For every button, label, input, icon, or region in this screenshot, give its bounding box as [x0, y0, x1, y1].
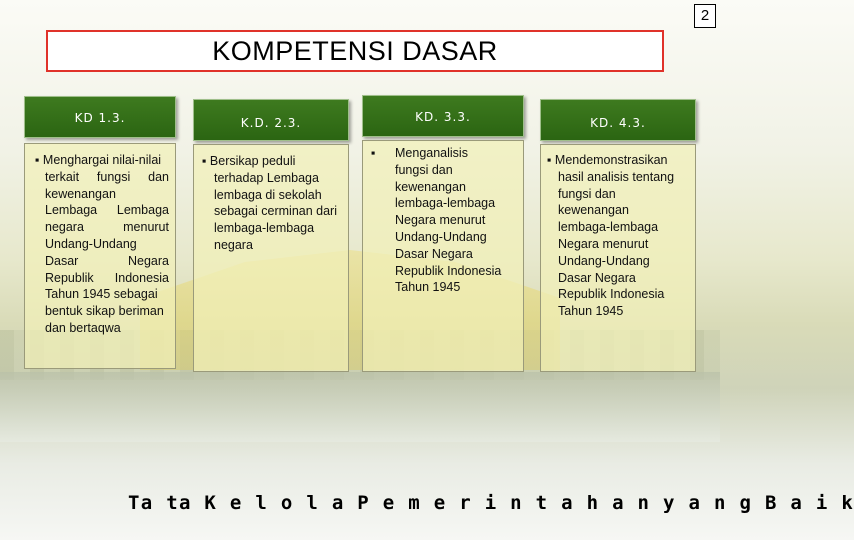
kd-4-line: Dasar Negara — [558, 270, 636, 285]
bullet-icon: ▪ — [202, 154, 207, 168]
kd-1-line: Tahun 1945 sebagai — [45, 287, 158, 302]
kd-4-line: Negara menurut — [558, 236, 649, 251]
kd-4-line: Undang-Undang — [558, 253, 650, 268]
bullet-icon: ▪ — [547, 153, 552, 167]
kd-4-content — [540, 144, 696, 372]
kd-2-line: lembaga di sekolah — [214, 187, 322, 202]
tagline: Ta ta K e l o l a P e m e r i n t a h a n y a n g B a i k — [128, 492, 854, 514]
kd-4-line: ▪ Mendemonstrasikan — [547, 153, 668, 167]
kd-1-line: ▪ Menghargai nilai-nilai — [35, 153, 162, 167]
kd-3-line: Menganalisis — [395, 146, 468, 160]
kd-1-line: kewenangan — [45, 186, 116, 201]
kd-1-line: dan bertaqwa — [45, 320, 121, 335]
kd-1-line: terkait fungsi dan — [45, 169, 169, 184]
kd-3-item — [371, 145, 519, 296]
kd-1-header — [24, 96, 176, 138]
kd-1-header-label: KD 1.3. — [74, 111, 126, 125]
kd-3-line: Negara menurut — [395, 213, 486, 228]
kd-4-line: lembaga-lembaga — [558, 220, 659, 235]
kd-3-line: Republik Indonesia — [395, 263, 502, 278]
kd-1-line: Lembaga Lembaga — [45, 203, 169, 218]
kd-4-line: fungsi dan — [558, 186, 616, 201]
kd-1-line: negara menurut — [45, 220, 169, 235]
kd-3-line: Dasar Negara — [395, 246, 473, 261]
kd-4-header — [540, 99, 696, 141]
kd-4-line: kewenangan — [558, 203, 629, 218]
kd-3-text — [395, 145, 501, 296]
kd-3-line: lembaga-lembaga — [395, 196, 496, 211]
title-box — [46, 30, 664, 72]
kd-2-header — [193, 99, 349, 141]
page-title: KOMPETENSI DASAR — [212, 35, 498, 66]
kd-4-line: Republik Indonesia — [558, 287, 665, 302]
bullet-icon: ▪ — [371, 146, 376, 160]
kd-1-line: bentuk sikap beriman — [45, 304, 164, 319]
kd-2-line: lembaga-lembaga — [214, 221, 315, 236]
kd-2-line: sebagai cerminan dari — [214, 204, 337, 219]
kd-3-content — [362, 140, 524, 372]
kd-3-line: kewenangan — [395, 179, 466, 194]
page-number: 2 — [694, 4, 716, 28]
kd-3-header — [362, 95, 524, 137]
kd-1-content — [24, 143, 176, 369]
kd-4-line: Tahun 1945 — [558, 304, 624, 319]
kd-2-line: terhadap Lembaga — [214, 170, 319, 185]
kd-2-header-label: K.D. 2.3. — [240, 116, 302, 130]
kd-2-line: ▪ Bersikap peduli — [202, 154, 296, 168]
kd-3-line: Undang-Undang — [395, 229, 487, 244]
kd-1-line: Republik Indonesia — [45, 270, 169, 285]
kd-1-line: Undang-Undang — [45, 236, 137, 251]
kd-3-header-label: KD. 3.3. — [415, 110, 471, 124]
kd-3-line: fungsi dan — [395, 162, 453, 177]
kd-4-header-label: KD. 4.3. — [590, 116, 646, 130]
bullet-icon: ▪ — [35, 153, 40, 167]
kd-3-line: Tahun 1945 — [395, 280, 461, 295]
kd-1-line: Dasar Negara — [45, 253, 169, 268]
background-ground — [0, 372, 720, 442]
kd-2-line: negara — [214, 237, 253, 252]
kd-4-line: hasil analisis tentang — [558, 169, 675, 184]
kd-2-content — [193, 144, 349, 372]
